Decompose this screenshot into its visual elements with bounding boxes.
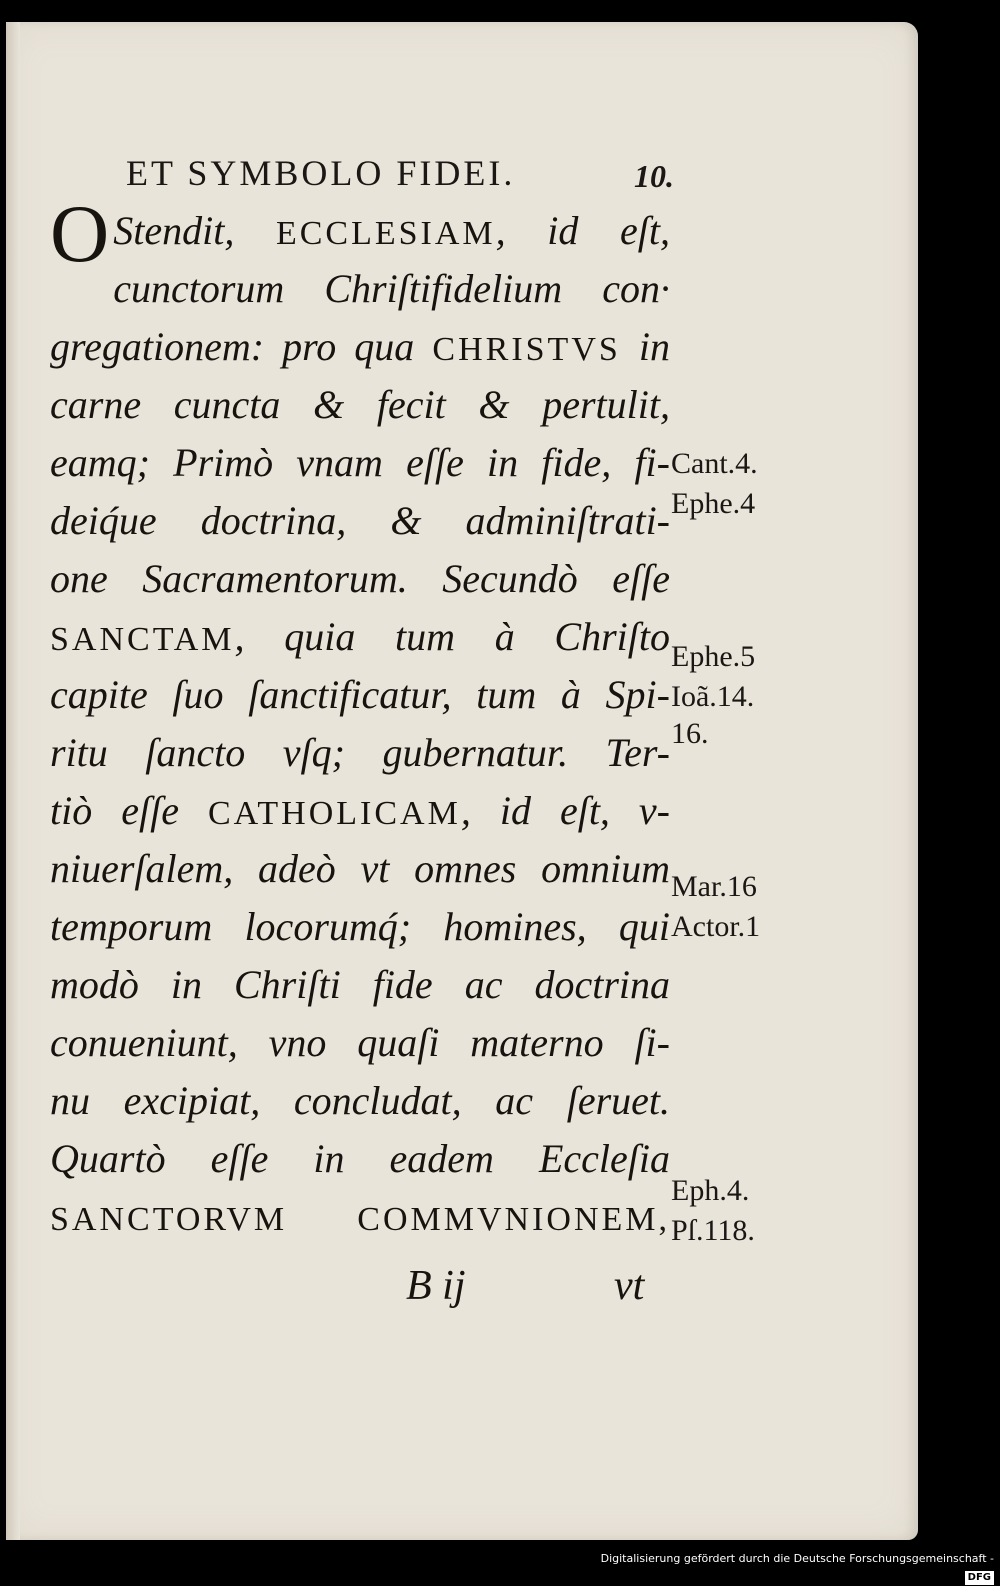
italic-text: one Sacramentorum. Secundò eſſe bbox=[50, 556, 670, 601]
text-line bbox=[50, 782, 670, 840]
credit-text: Digitalisierung gefördert durch die Deutsche Forschungsgemeinschaft - bbox=[600, 1552, 994, 1565]
italic-text: carne cuncta & fecit & pertulit, bbox=[50, 382, 670, 427]
running-head: ET SYMBOLO FIDEI. bbox=[126, 153, 516, 193]
italic-text: Stendit, bbox=[113, 208, 276, 253]
italic-text: in bbox=[620, 324, 670, 369]
margin-note: Mar.16 bbox=[671, 870, 757, 903]
margin-note: Pſ.118. bbox=[671, 1214, 755, 1247]
italic-text: capite ſuo ſanctificatur, tum à Spi- bbox=[50, 672, 670, 717]
small-caps-text: SANCTORVM COMMVNIONEM, bbox=[50, 1201, 670, 1238]
page-number: 10. bbox=[634, 158, 674, 194]
italic-text: , id eſt, bbox=[495, 208, 670, 253]
small-caps-text: CATHOLICAM bbox=[207, 795, 461, 832]
text-line bbox=[50, 898, 670, 956]
margin-note: Ephe.4 bbox=[671, 487, 756, 520]
text-line bbox=[50, 1014, 670, 1072]
small-caps-text: SANCTAM bbox=[50, 621, 235, 658]
italic-text: , id eſt, v- bbox=[460, 788, 670, 833]
margin-note: Eph.4. bbox=[671, 1174, 750, 1207]
page-gutter bbox=[6, 22, 20, 1540]
small-caps-text: ECCLESIAM bbox=[275, 215, 496, 252]
italic-text: , quia tum à Chriſto bbox=[234, 614, 670, 659]
text-line bbox=[50, 492, 670, 550]
italic-text: Quartò eſſe in eadem Eccleſia bbox=[50, 1136, 670, 1181]
italic-text: niuerſalem, adeò vt omnes omnium bbox=[50, 846, 670, 891]
text-line bbox=[50, 1188, 670, 1246]
catchword: vt bbox=[614, 1263, 645, 1309]
margin-note: Cant.4. bbox=[671, 447, 758, 480]
text-line bbox=[50, 434, 670, 492]
small-caps-text: CHRISTVS bbox=[432, 331, 621, 368]
drop-capital: O bbox=[50, 188, 110, 279]
italic-text: eamq; Primò vnam eſſe in fide, fi- bbox=[50, 440, 670, 485]
margin-note: Actor.1 bbox=[671, 910, 761, 943]
italic-text: temporum locorumq́; homines, qui bbox=[50, 904, 670, 949]
margin-note: Ephe.5 bbox=[671, 640, 756, 673]
italic-text: tiò eſſe bbox=[50, 788, 208, 833]
book-page bbox=[6, 22, 918, 1540]
italic-text: ritu ſancto vſq; gubernatur. Ter- bbox=[50, 730, 670, 775]
italic-text: modò in Chriſti fide ac doctrina bbox=[50, 962, 670, 1007]
text-line bbox=[50, 666, 670, 724]
dfg-logo: DFG bbox=[965, 1571, 994, 1585]
italic-text: conueniunt, vno quaſi materno ſi- bbox=[50, 1020, 670, 1065]
text-line bbox=[50, 318, 670, 376]
digitization-credit bbox=[600, 1550, 998, 1583]
italic-text: nu excipiat, concludat, ac ſeruet. bbox=[50, 1078, 670, 1123]
text-line bbox=[50, 724, 670, 782]
text-line bbox=[50, 956, 670, 1014]
text-line bbox=[113, 260, 670, 318]
text-lines bbox=[50, 188, 670, 1246]
margin-note: 16. bbox=[671, 717, 709, 750]
italic-text: gregationem: pro qua bbox=[50, 324, 433, 369]
text-line bbox=[50, 1072, 670, 1130]
main-text bbox=[50, 188, 670, 1246]
text-line bbox=[113, 202, 670, 260]
signature-line bbox=[406, 1262, 666, 1322]
text-line bbox=[50, 1130, 670, 1188]
italic-text: deiq́ue doctrina, & adminiſtrati- bbox=[50, 498, 670, 543]
text-line bbox=[50, 376, 670, 434]
signature-mark: B ij bbox=[406, 1263, 466, 1309]
text-line bbox=[50, 840, 670, 898]
margin-note: Ioã.14. bbox=[671, 680, 755, 713]
text-line bbox=[50, 550, 670, 608]
text-line bbox=[50, 608, 670, 666]
italic-text: cunctorum Chriſtifidelium con· bbox=[113, 266, 670, 311]
